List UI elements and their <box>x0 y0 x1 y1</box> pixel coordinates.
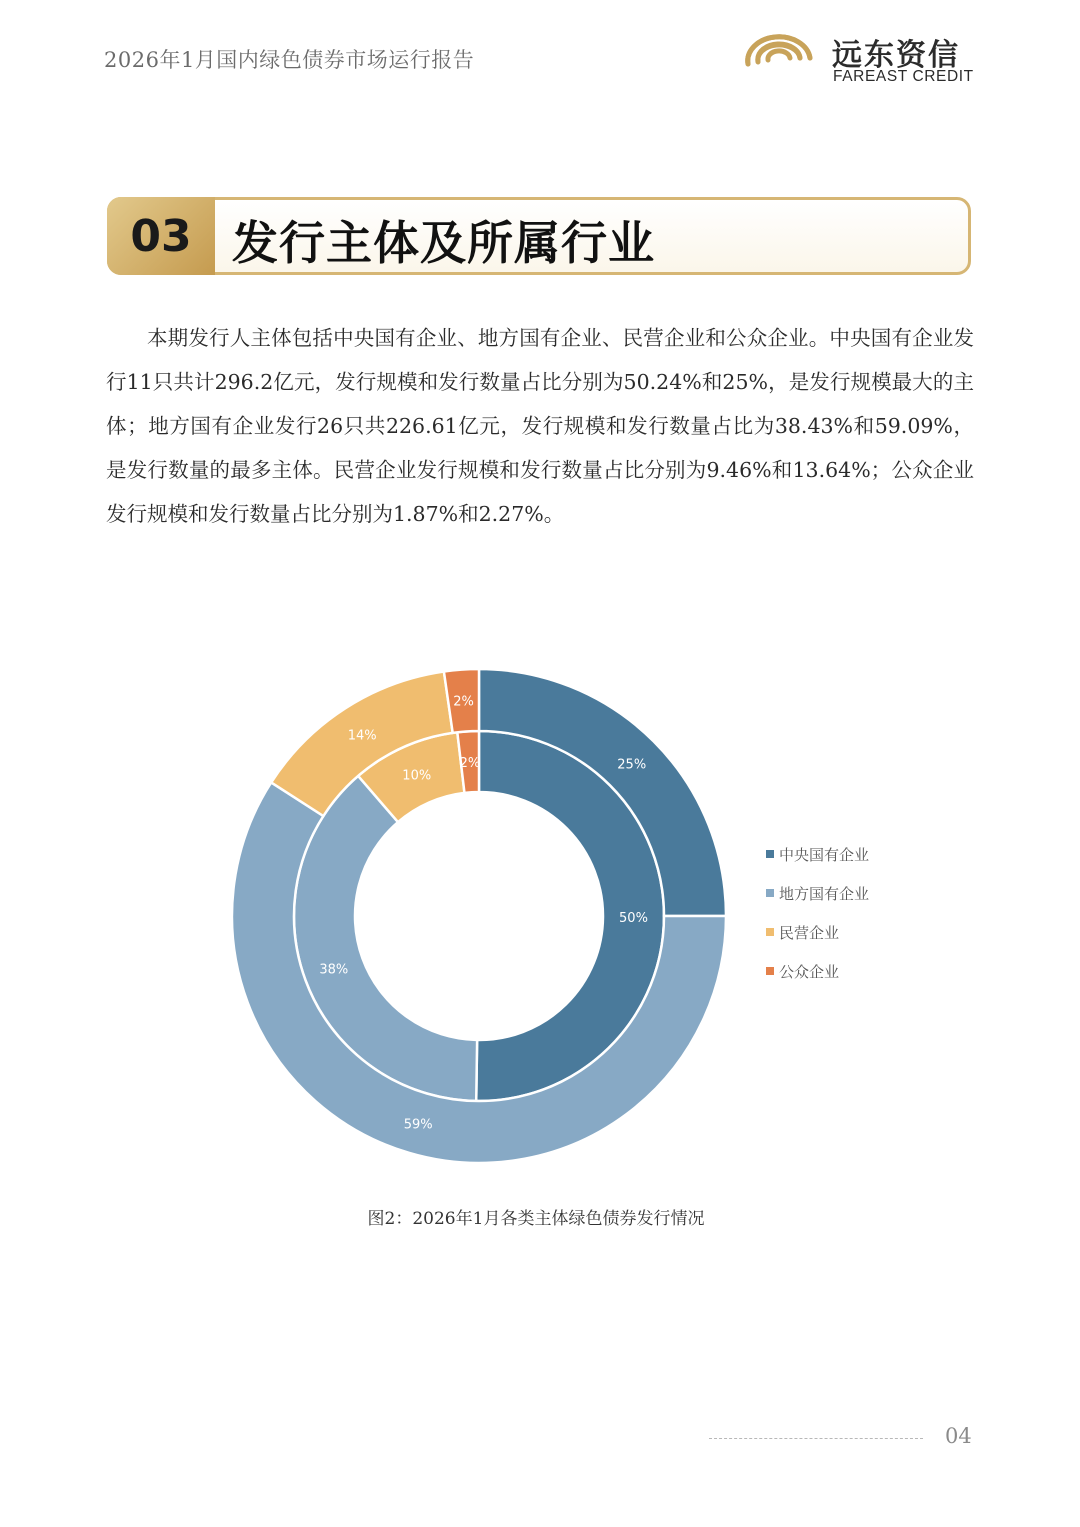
legend-swatch-2 <box>766 928 774 936</box>
logo-chinese-name: 远东资信 <box>832 38 960 73</box>
inner-ring-label-3: 2% <box>459 755 481 771</box>
page-number: 04 <box>945 1424 972 1448</box>
section-heading-bar <box>107 197 971 275</box>
section-number: 03 <box>107 197 215 275</box>
legend-swatch-0 <box>766 850 774 858</box>
footer-divider <box>709 1438 923 1439</box>
issuer-donut-chart <box>200 640 900 1200</box>
inner-ring-label-1: 38% <box>319 962 349 978</box>
company-logo <box>740 26 980 92</box>
figure-caption: 图2：2026年1月各类主体绿色债券发行情况 <box>367 1209 705 1229</box>
legend-label-3: 公众企业 <box>779 963 840 981</box>
legend-swatch-3 <box>766 967 774 975</box>
legend-label-0: 中央国有企业 <box>779 846 870 864</box>
donut-chart-svg <box>200 640 900 1200</box>
logo-english-name: FAREAST CREDIT <box>833 68 974 85</box>
inner-ring-label-0: 50% <box>619 911 648 927</box>
body-paragraph: 本期发行人主体包括中央国有企业、地方国有企业、民营企业和公众企业。中央国有企业发行11只共计296.2亿元，发行规模和发行数量占比分别为50.24%和25%，是发行规模最大的主体；地方国有企业发行26只共226.61亿元，发行规模和发行数量占比为38.43%和59.09%，是发行数量的最多主体。民营企业发行规模和发行数量占比分别为9.46%和13.64%；公众企业发行规模和发行数量占比分别为1.87%和2.27%。 <box>106 326 974 526</box>
outer-ring-label-3: 2% <box>453 694 474 710</box>
fareast-logo-icon <box>740 26 818 88</box>
outer-ring-label-0: 25% <box>617 757 647 773</box>
document-header-title: 2026年1月国内绿色债券市场运行报告 <box>104 48 475 72</box>
outer-ring-label-1: 59% <box>403 1117 433 1133</box>
inner-ring-label-2: 10% <box>402 768 432 784</box>
legend-swatch-1 <box>766 889 774 897</box>
outer-ring-label-2: 14% <box>347 728 377 744</box>
legend-label-2: 民营企业 <box>779 924 840 942</box>
section-title: 发行主体及所属行业 <box>232 216 655 270</box>
legend-label-1: 地方国有企业 <box>779 885 870 903</box>
